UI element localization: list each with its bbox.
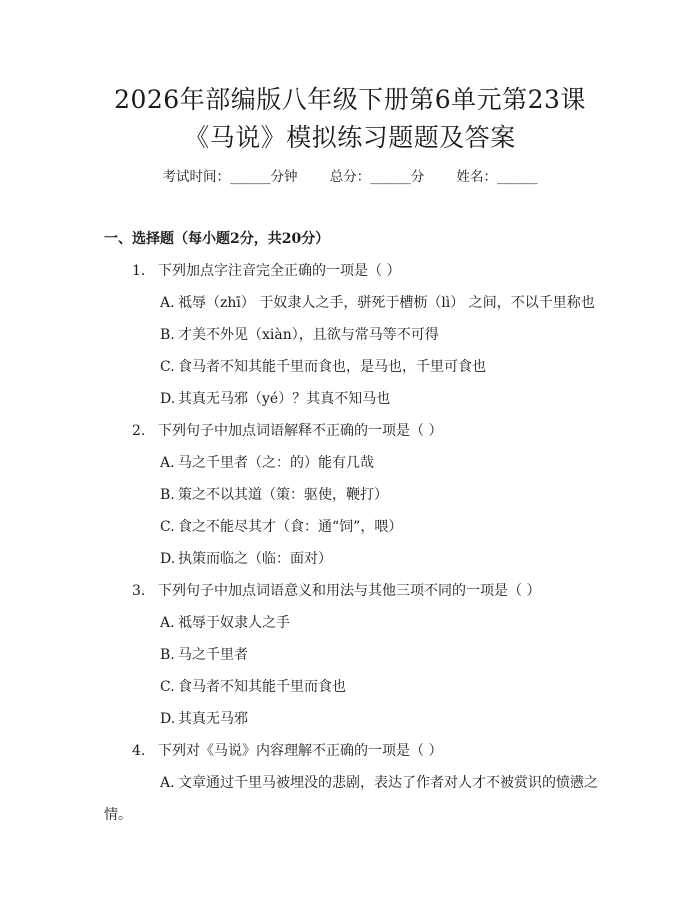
question-stem: [132, 421, 442, 441]
option-text: 食马者不知其能千里而食也，是马也，千里可食也: [178, 359, 486, 375]
exam-time-field: 考试时间：______分钟: [162, 169, 298, 185]
option-letter: B.: [160, 327, 175, 343]
option-letter: A.: [160, 295, 175, 311]
question-text: 下列句子中加点词语解释不正确的一项是（ ）: [158, 423, 443, 439]
total-score-field: 总分：______分: [329, 169, 425, 185]
option-text: 其真无马邪: [178, 711, 248, 727]
option-letter: C.: [160, 359, 175, 375]
option-text: 其真无马邪（yé）？其真不知马也: [178, 391, 391, 407]
question-option: [160, 517, 402, 537]
option-letter: C.: [160, 679, 175, 695]
question-option: [160, 677, 346, 697]
question-option: [160, 389, 390, 409]
question-text: 下列对《马说》内容理解不正确的一项是（ ）: [158, 743, 443, 759]
option-text: 食之不能尽其才（食：通“饲”，喂）: [178, 519, 403, 535]
option-letter: C.: [160, 519, 175, 535]
question-option: [160, 357, 486, 377]
option-text: 执策而临之（临：面对）: [178, 551, 332, 567]
option-text: 文章通过千里马被埋没的悲剧，表达了作者对人才不被赏识的愤懑之情。: [104, 775, 598, 823]
question-number: 4.: [132, 743, 146, 759]
option-letter: B.: [160, 647, 175, 663]
question-number: 3.: [132, 583, 146, 599]
option-text: 才美不外见（xiàn），且欲与常马等不可得: [178, 327, 439, 343]
question-text: 下列加点字注音完全正确的一项是（ ）: [158, 263, 401, 279]
question-option: [160, 293, 595, 313]
option-text: 马之千里者（之：的）能有几哉: [178, 455, 374, 471]
option-letter: A.: [160, 455, 175, 471]
question-option: [160, 453, 374, 473]
student-name-field: 姓名：______: [456, 169, 538, 185]
question-number: 1.: [132, 263, 146, 279]
document-title-line2: 《马说》模拟练习题题及答案: [184, 123, 516, 152]
section-heading-multiple-choice: 一、选择题（每小题2分，共20分）: [104, 231, 330, 247]
option-text: 祗辱（zhī） 于奴隶人之手，骈死于槽枥（lì） 之间，不以千里称也: [178, 295, 595, 311]
option-text: 食马者不知其能千里而食也: [178, 679, 346, 695]
option-letter: D.: [160, 551, 176, 567]
question-option: [160, 645, 248, 665]
question-stem: [132, 581, 540, 601]
option-text: 马之千里者: [178, 647, 248, 663]
option-letter: B.: [160, 487, 175, 503]
option-letter: A.: [160, 615, 175, 631]
document-title-line1: 2026年部编版八年级下册第6单元第23课: [114, 85, 586, 114]
option-text: 策之不以其道（策：驱使，鞭打）: [178, 487, 388, 503]
question-option: [160, 613, 290, 633]
question-option: [160, 325, 439, 345]
question-option: [160, 485, 388, 505]
question-option: [160, 709, 248, 729]
question-option: [160, 549, 332, 569]
option-text: 祗辱于奴隶人之手: [178, 615, 290, 631]
question-option: [104, 767, 598, 831]
question-text: 下列句子中加点词语意义和用法与其他三项不同的一项是（ ）: [158, 583, 541, 599]
exam-info-row: [0, 167, 700, 187]
option-letter: A.: [160, 775, 175, 791]
question-stem: [132, 261, 400, 281]
option-letter: D.: [160, 711, 176, 727]
option-letter: D.: [160, 391, 176, 407]
question-stem: [132, 741, 442, 761]
question-number: 2.: [132, 423, 146, 439]
